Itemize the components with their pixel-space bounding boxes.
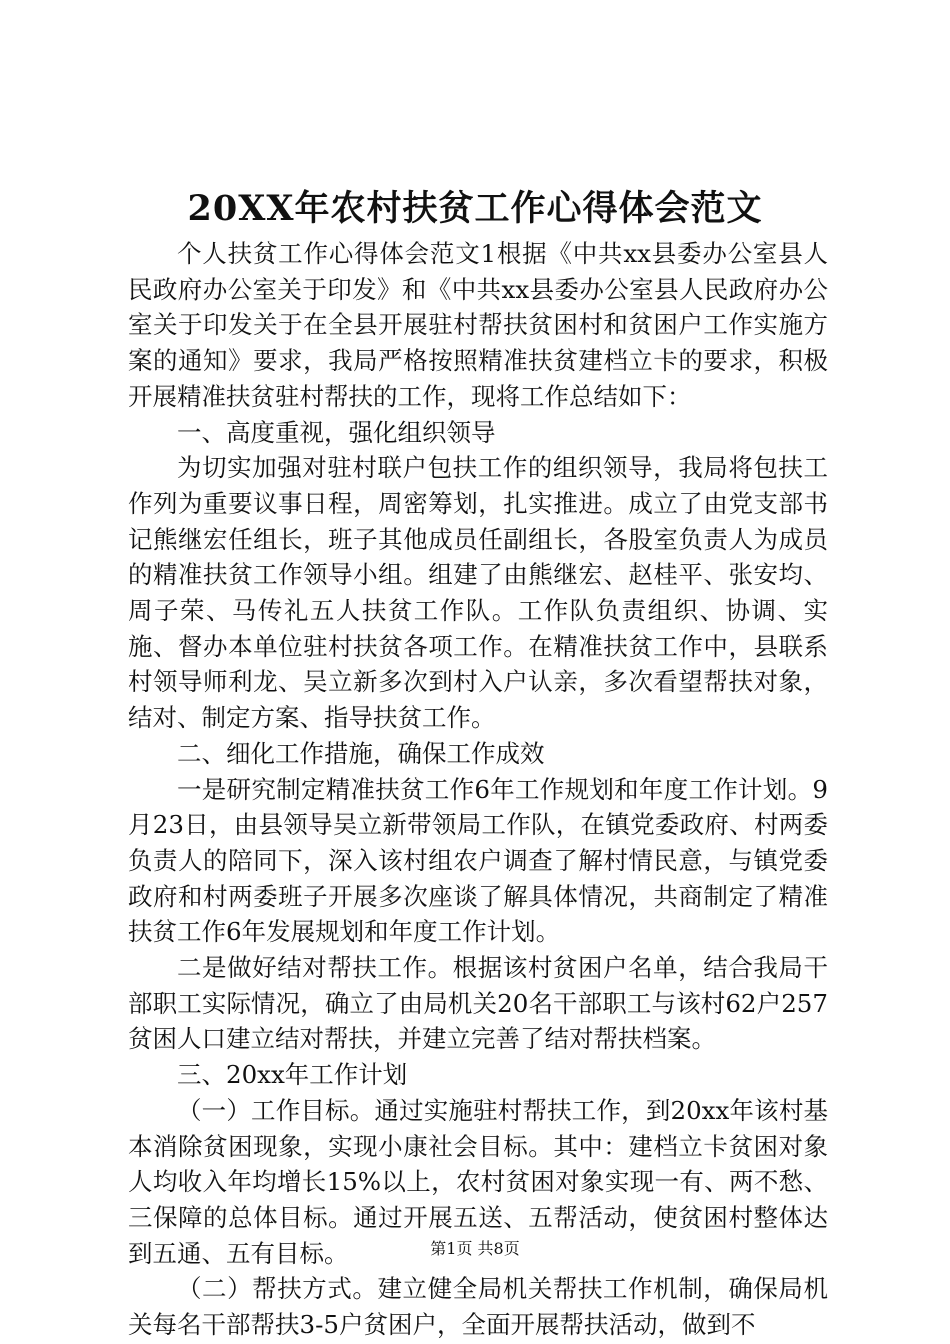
section-heading-1: 一、高度重视，强化组织领导 (177, 417, 496, 447)
paragraph-organization: 为切实加强对驻村联户包扶工作的组织领导，我局将包扶工作列为重要议事日程，周密筹划，扎实推进。成立了由党支部书记熊继宏任组长，班子其他成员任副组长，各股室负责人为成员的精准扶贫工作领导小组。组建了由熊继宏、赵桂平、张安均、周子荣、马传礼五人扶贫工作队。工作队负责组织、协调、实施、督办本单位驻村扶贫各项工作。在精准扶贫工作中，县联系村领导师利龙、吴立新多次到村入户认亲，多次看望帮扶对象，结对、制定方案、指导扶贫工作。 (128, 453, 828, 733)
document-body (128, 236, 828, 1343)
document-title: 20XX年农村扶贫工作心得体会范文 (187, 188, 763, 229)
paragraph-goals: （一）工作目标。通过实施驻村帮扶工作，到20xx年该村基本消除贫困现象，实现小康社会目标。其中：建档立卡贫困对象人均收入年均增长15%以上，农村贫困对象实现一有、两不愁、三保障的总体目标。通过开展五送、五帮活动，使贫困村整体达到五通、五有目标。 (128, 1095, 828, 1268)
paragraph-intro: 个人扶贫工作心得体会范文1根据《中共xx县委办公室县人民政府办公室关于印发》和《中共xx县委办公室县人民政府办公室关于印发关于在全县开展驻村帮扶贫困村和贫困户工作实施方案的通知》要求，我局严格按照精准扶贫建档立卡的要求，积极开展精准扶贫驻村帮扶的工作，现将工作总结如下： (128, 239, 828, 411)
paragraph-pairing: 二是做好结对帮扶工作。根据该村贫困户名单，结合我局干部职工实际情况，确立了由局机关20名干部职工与该村62户257贫困人口建立结对帮扶，并建立完善了结对帮扶档案。 (128, 953, 828, 1054)
section-heading-2: 二、细化工作措施，确保工作成效 (177, 738, 545, 768)
section-heading-3: 三、20xx年工作计划 (177, 1060, 408, 1090)
paragraph-methods: （二）帮扶方式。建立健全局机关帮扶工作机制，确保局机关每名干部帮扶3-5户贫困户，全面开展帮扶活动，做到不 (128, 1274, 828, 1340)
page-footer: 第1页 共8页 (430, 1239, 520, 1258)
paragraph-planning: 一是研究制定精准扶贫工作6年工作规划和年度工作计划。9月23日，由县领导吴立新带领局工作队，在镇党委政府、村两委负责人的陪同下，深入该村组农户调查了解村情民意，与镇党委政府和村两委班子开展多次座谈了解具体情况，共商制定了精准扶贫工作6年发展规划和年度工作计划。 (128, 774, 828, 947)
